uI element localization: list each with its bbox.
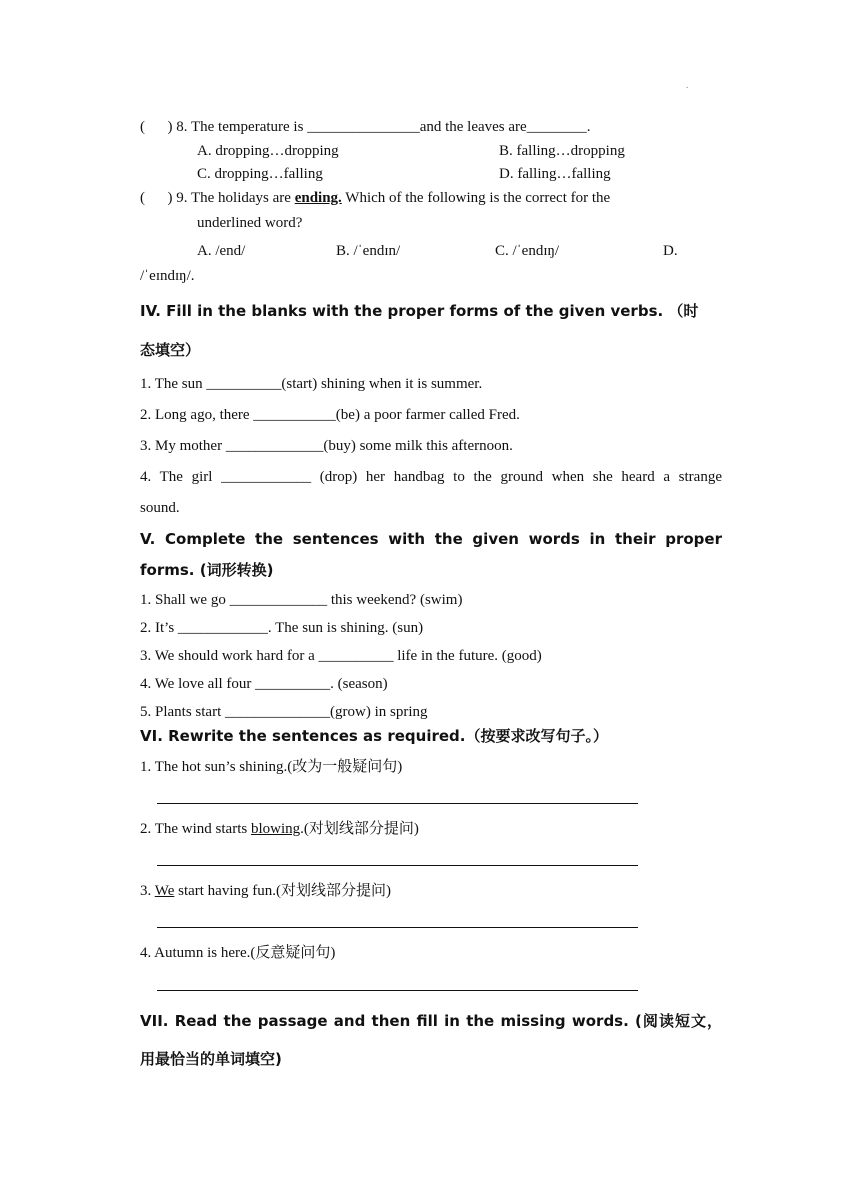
section-heading-vii-cont: 用最恰当的单词填空) [140,1050,282,1068]
option-c: C. /ˈendɪŋ/ [495,243,560,259]
question-stem-cont: underlined word? [197,215,303,231]
list-item: 2. Long ago, there ___________(be) a poor farmer called Fred. [140,407,520,423]
question-stem: 9. The holidays are [176,190,295,206]
section-heading-vii: VII. Read the passage and then fill in the missing words. (阅读短文， [140,1012,722,1030]
underlined-part: blowing [250,821,301,837]
item-text: 3. [140,883,155,899]
option-d: D. [663,243,678,259]
option-a: A. dropping…dropping [197,143,339,159]
question-stem: Which of the following is the correct for the [341,190,611,206]
option-b: B. /ˈendɪn/ [336,243,401,259]
instruction-note: (对划线部分提问) [276,883,392,899]
option-b: B. falling…dropping [499,143,625,159]
option-d-cont: /ˈeɪndɪŋ/. [140,268,195,284]
list-item: 4. The girl ____________ (drop) her handbag to the ground when she heard a strange [140,469,722,485]
question-stem: 8. The temperature is [176,119,308,135]
section-heading-v: V. Complete the sentences with the given words in their proper [140,530,722,548]
answer-paren: ( ) [140,119,173,135]
list-item: 1. Shall we go _____________ this weekend? (swim) [140,592,463,608]
option-a: A. /end/ [197,243,246,259]
heading-note: (词形转换) [199,561,274,579]
rewrite-item [140,757,402,777]
question-stem: and the leaves are [419,119,527,135]
option-d: D. falling…falling [499,166,611,182]
underlined-part: We [154,883,175,899]
answer-line [157,927,638,928]
underlined-word: ending. [294,190,342,206]
question-9 [140,188,610,208]
section-heading-iv-cont: 态填空） [140,341,201,359]
item-text: 4. Autumn is here. [140,945,251,961]
rewrite-item [140,943,335,963]
section-heading-v-cont [140,560,273,580]
heading-text: forms. [140,561,200,579]
question-8 [140,117,590,137]
answer-line [157,990,638,991]
instruction-note: (对划线部分提问) [303,821,419,837]
rewrite-item [140,819,419,839]
answer-paren: ( ) [140,190,173,206]
list-item: 3. My mother _____________(buy) some milk this afternoon. [140,438,513,454]
item-text: start having fun. [174,883,277,899]
top-mark: . [686,80,689,90]
item-text: 2. The wind starts [140,821,251,837]
blank: _______________ [307,119,420,135]
answer-line [157,865,638,866]
section-heading-vi: VI. Rewrite the sentences as required.（按要求改写句子。） [140,727,608,745]
instruction-note: (反意疑问句) [250,945,336,961]
rewrite-item [140,881,391,901]
list-item: 2. It’s ____________. The sun is shining. (sun) [140,620,424,636]
item-text: . [300,821,304,837]
section-heading-iv: IV. Fill in the blanks with the proper forms of the given verbs. （时 [140,302,699,320]
list-item-cont: sound. [140,500,180,516]
list-item: 3. We should work hard for a __________ life in the future. (good) [140,648,542,664]
list-item: 4. We love all four __________. (season) [140,676,388,692]
list-item: 5. Plants start ______________(grow) in spring [140,704,428,720]
blank: ________. [526,119,591,135]
answer-line [157,803,638,804]
instruction-note: (改为一般疑问句) [287,759,403,775]
list-item: 1. The sun __________(start) shining when it is summer. [140,376,483,392]
option-c: C. dropping…falling [197,166,323,182]
item-text: 1. The hot sun’s shining. [140,759,288,775]
